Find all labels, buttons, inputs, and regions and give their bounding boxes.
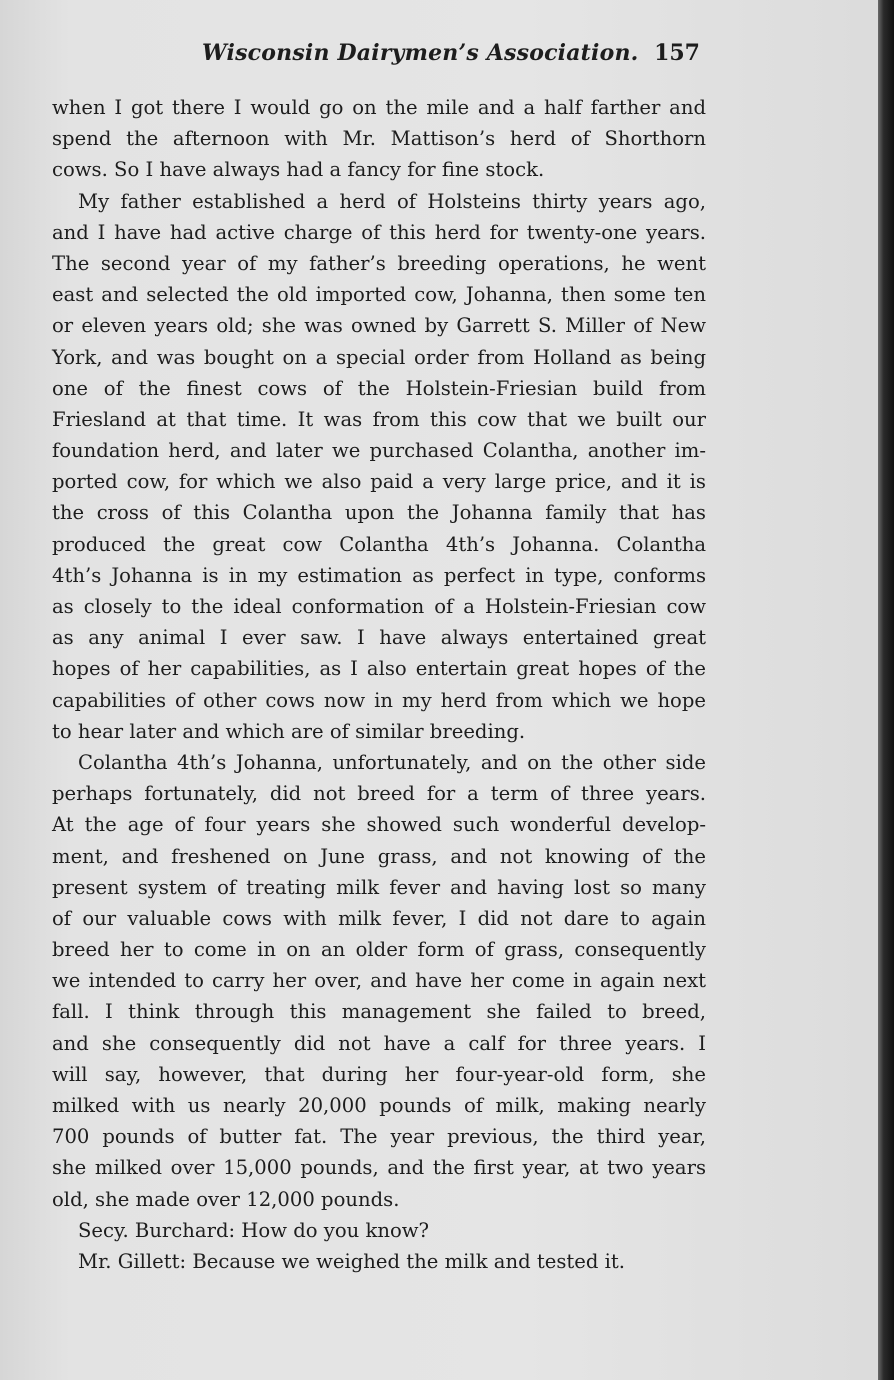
text-line: The second year of my father’s breeding operations, he went [52, 251, 706, 275]
text-line: foundation herd, and later we purchased Colantha, another im- [52, 439, 706, 463]
text-line: breed her to come in on an older form of grass, consequently [52, 938, 706, 962]
running-head [52, 40, 706, 74]
text-line: At the age of four years she showed such wonderful develop- [52, 813, 706, 837]
body-text [52, 92, 706, 1277]
text-line: will say, however, that during her four-year-old form, she [52, 1062, 706, 1086]
text-line: east and selected the old imported cow, Johanna, then some ten [52, 283, 706, 307]
page-number: 157 [654, 40, 700, 66]
text-line: she milked over 15,000 pounds, and the first year, at two years [52, 1156, 706, 1180]
text-line: and she consequently did not have a calf for three years. I [52, 1031, 706, 1055]
text-line: fall. I think through this management she failed to breed, [52, 1000, 706, 1024]
text-line: of our valuable cows with milk fever, I did not dare to again [52, 906, 706, 930]
text-line: spend the afternoon with Mr. Mattison’s herd of Shorthorn [52, 127, 706, 151]
book-binding-edge [878, 0, 894, 1380]
text-line: to hear later and which are of similar breeding. [52, 719, 526, 743]
text-line: 700 pounds of butter fat. The year previous, the third year, [52, 1125, 706, 1149]
text-line: when I got there I would go on the mile and a half farther and [52, 96, 706, 119]
text-line: and I have had active charge of this herd for twenty-one years. [52, 220, 706, 244]
text-line: capabilities of other cows now in my herd from which we hope [52, 688, 706, 712]
text-line: ported cow, for which we also paid a very large price, and it is [52, 470, 706, 494]
text-line: one of the finest cows of the Holstein-Friesian build from [52, 376, 706, 400]
text-line: as closely to the ideal conformation of a Holstein-Friesian cow [52, 595, 706, 618]
text-line: My father established a herd of Holsteins thirty years ago, [78, 189, 706, 213]
text-line: York, and was bought on a special order from Holland as being [52, 345, 706, 369]
text-line: present system of treating milk fever and having lost so many [52, 875, 706, 899]
text-line: perhaps fortunately, did not breed for a term of three years. [52, 782, 706, 806]
text-line: or eleven years old; she was owned by Garrett S. Miller of New [52, 314, 706, 338]
running-title: Wisconsin Dairymen’s Association. [202, 40, 639, 66]
text-line: cows. So I have always had a fancy for fine stock. [52, 158, 545, 182]
text-line: the cross of this Colantha upon the Johanna family that has [52, 501, 706, 525]
text-line: as any animal I ever saw. I have always entertained great [52, 626, 706, 650]
text-line: Mr. Gillett: Because we weighed the milk and tested it. [78, 1249, 625, 1273]
text-line: we intended to carry her over, and have her come in again next [52, 969, 706, 993]
text-line: ment, and freshened on June grass, and not knowing of the [52, 844, 706, 868]
text-line: old, she made over 12,000 pounds. [52, 1187, 400, 1211]
text-line: Friesland at that time. It was from this cow that we built our [52, 407, 706, 431]
text-line: Colantha 4th’s Johanna, unfortunately, and on the other side [78, 750, 706, 774]
text-line: hopes of her capabilities, as I also entertain great hopes of the [52, 657, 706, 681]
text-line: 4th’s Johanna is in my estimation as perfect in type, conforms [52, 563, 706, 587]
text-line: produced the great cow Colantha 4th’s Johanna. Colantha [52, 532, 706, 556]
text-line: milked with us nearly 20,000 pounds of milk, making nearly [52, 1094, 706, 1117]
text-line: Secy. Burchard: How do you know? [78, 1218, 430, 1242]
